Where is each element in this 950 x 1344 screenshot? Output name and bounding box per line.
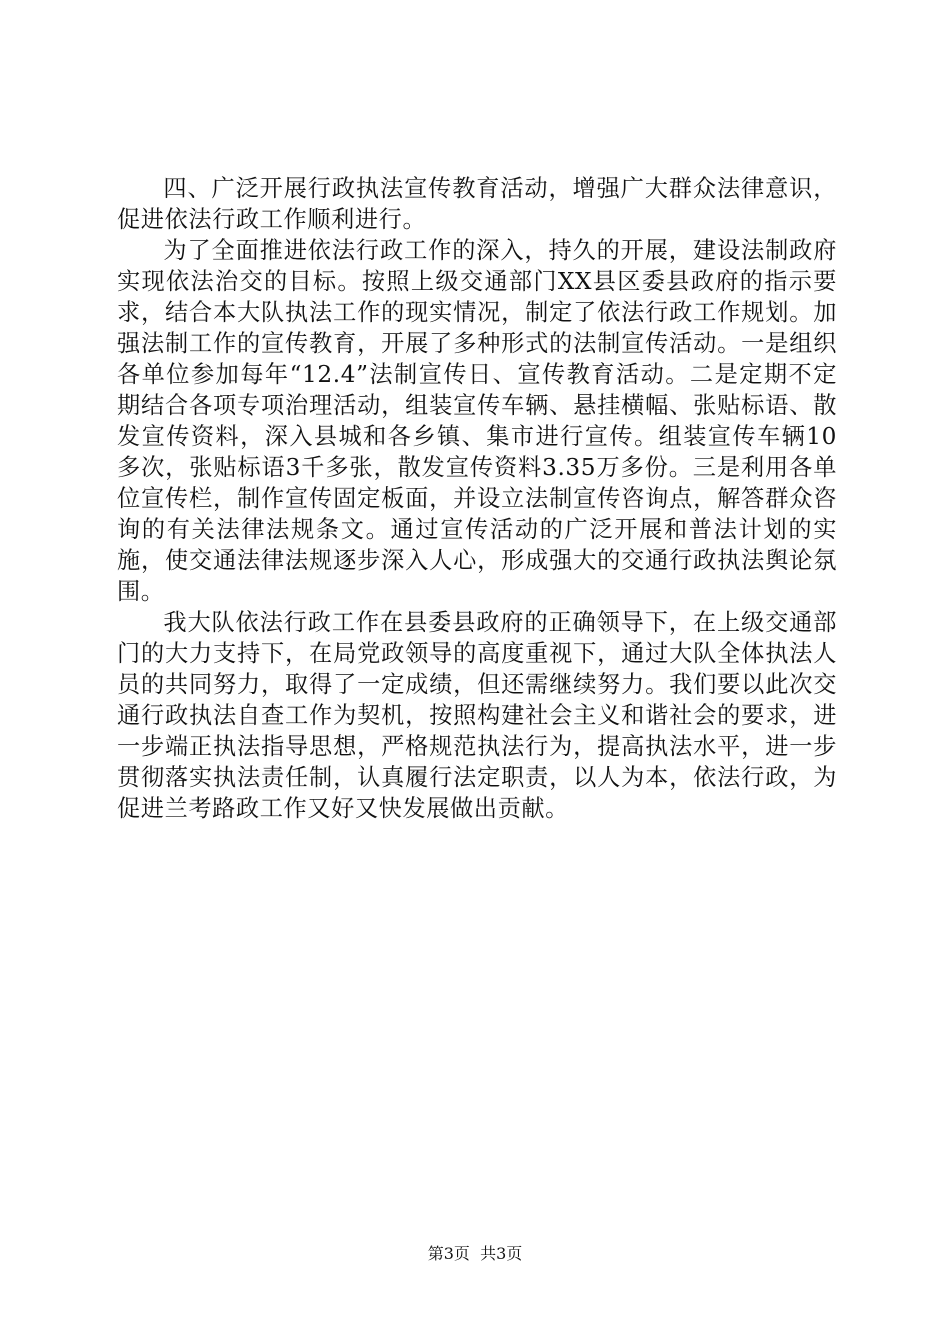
page-footer [0,1244,950,1264]
page-number-text: 第3页 共3页 [427,1244,523,1263]
paragraph-legal-publicity-activities: 为了全面推进依法行政工作的深入，持久的开展，建设法制政府实现依法治交的目标。按照上级交通部门XX县区委县政府的指示要求，结合本大队执法工作的现实情况，制定了依法行政工作规划。加强法制工作的宣传教育，开展了多种形式的法制宣传活动。一是组织各单位参加每年“12.4”法制宣传日、宣传教育活动。二是定期不定期结合各项专项治理活动，组装宣传车辆、悬挂横幅、张贴标语、散发宣传资料，深入县城和各乡镇、集市进行宣传。组装宣传车辆10多次，张贴标语3千多张，散发宣传资料3.35万多份。三是利用各单位宣传栏，制作宣传固定板面，并设立法制宣传咨询点，解答群众咨询的有关法律法规条文。通过宣传活动的广泛开展和普法计划的实施，使交通法律法规逐步深入人心，形成强大的交通行政执法舆论氛围。 [117,237,837,605]
paragraph-conclusion: 我大队依法行政工作在县委县政府的正确领导下，在上级交通部门的大力支持下，在局党政领导的高度重视下，通过大队全体执法人员的共同努力，取得了一定成绩，但还需继续努力。我们要以此次交通行政执法自查工作为契机，按照构建社会主义和谐社会的要求，进一步端正执法指导思想，严格规范执法行为，提高执法水平，进一步贯彻落实执法责任制，认真履行法定职责，以人为本，依法行政，为促进兰考路政工作又好又快发展做出贡献。 [117,609,837,822]
paragraph-publicity-education: 四、广泛开展行政执法宣传教育活动，增强广大群众法律意识，促进依法行政工作顺利进行。 [117,175,837,233]
document-body [117,173,837,824]
